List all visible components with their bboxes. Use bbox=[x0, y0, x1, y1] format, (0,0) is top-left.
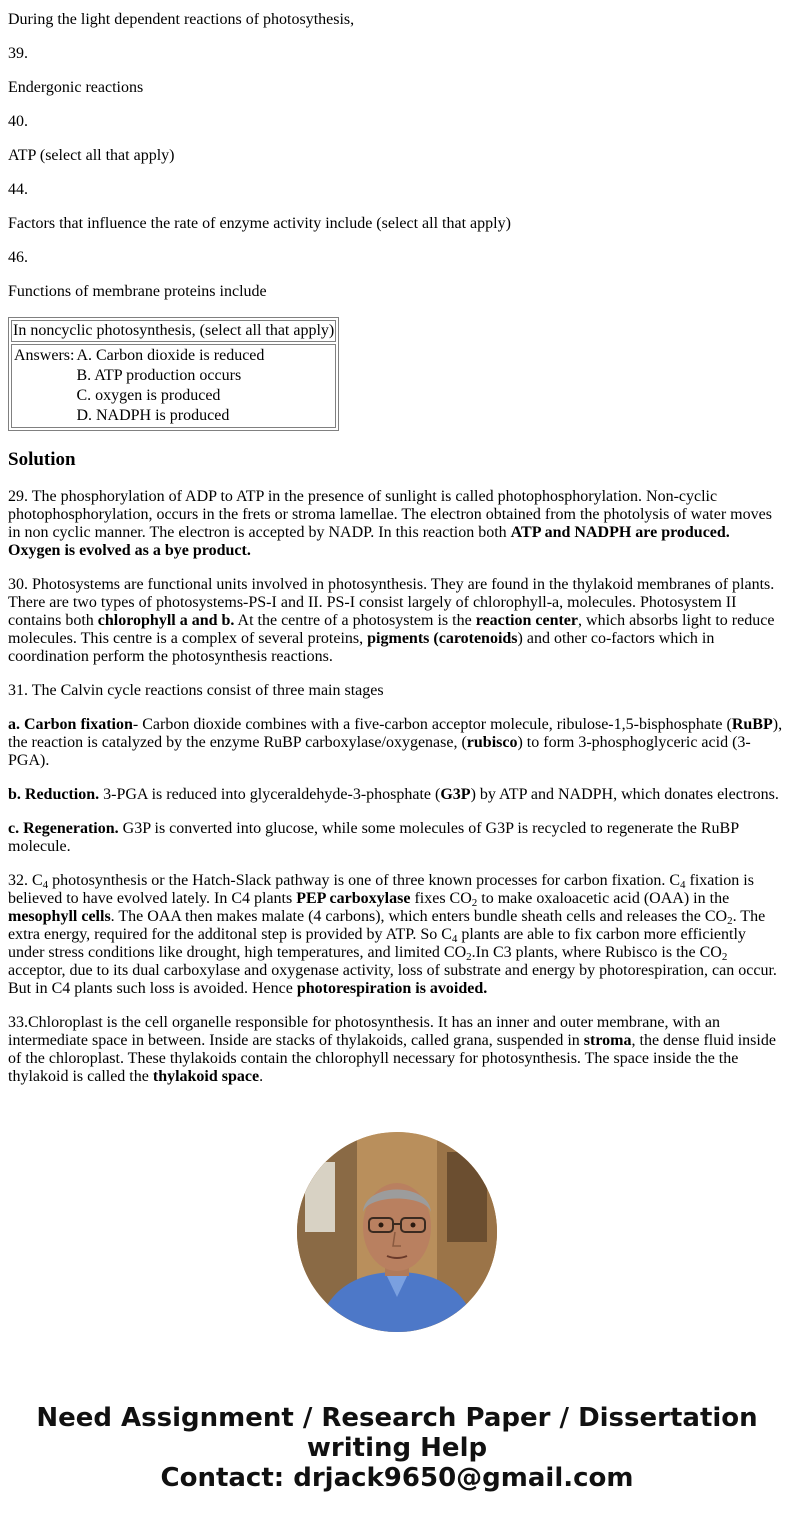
solution-30: 30. Photosystems are functional units involved in photosynthesis. They are found in the thylakoid membranes of plants. There are two types of photosystems-PS-I and II. PS-I consist largely of chlorophyll-a, molecules. Photosystem II contains both chlorophyll a and b. At the centre of a photosystem is the reaction center, which absorbs light to reduce molecules. This centre is a complex of several proteins, pigments (carotenoids) and other co-factors which in coordination perform the photosynthesis reactions. bbox=[8, 576, 775, 665]
answer-option-b: B. ATP production occurs bbox=[76, 367, 242, 384]
question-46: Functions of membrane proteins include bbox=[8, 283, 267, 300]
question-44: Factors that influence the rate of enzyme activity include (select all that apply) bbox=[8, 215, 511, 232]
question-39: Endergonic reactions bbox=[8, 79, 144, 96]
solution-31: 31. The Calvin cycle reactions consist of three main stages bbox=[8, 682, 384, 699]
question-number-44: 44. bbox=[8, 181, 28, 198]
tutor-photo bbox=[297, 1132, 497, 1332]
solution-heading: Solution bbox=[8, 449, 76, 470]
question-number-46: 46. bbox=[8, 249, 28, 266]
footer-contact: Contact: drjack9650@gmail.com bbox=[160, 1463, 634, 1493]
solution-33: 33.Chloroplast is the cell organelle responsible for photosynthesis. It has an inner and outer membrane, with an intermediate space in between. Inside are stacks of thylakoids, called grana, suspended in stroma, the dense fluid inside of the chloroplast. These thylakoids contain the chlorophyll necessary for photosynthesis. The space inside the the thylakoid is called the thylakoid space. bbox=[8, 1014, 776, 1085]
question-box-prompt: In noncyclic photosynthesis, (select all that apply) bbox=[11, 320, 336, 342]
question-40: ATP (select all that apply) bbox=[8, 147, 175, 164]
question-number-39: 39. bbox=[8, 45, 28, 62]
footer-promo bbox=[0, 1403, 794, 1493]
solution-32: 32. $C_4$ photosynthesis or the Hatch-Slack pathway is one of three known processes for carbon fixation. $C_4$ fixation is believed to have evolved lately. In C4 plants PEP carboxylase fixes $CO_2$ to make oxaloacetic acid (OAA) in the mesophyll cells. The OAA then makes malate (4 carbons), which enters bundle sheath cells and releases the $CO_2$. The extra energy, required for the additonal step is provided by ATP. So $C_4$ plants are able to fix carbon more efficiently under stress conditions like drought, high temperatures, and limited $CO_2.In$ C3 plants, where Rubisco is the $CO_2$ acceptor, due to its dual carboxylase and oxygenase activity, loss of substrate and energy by photorespiration, can occur. But in C4 plants such loss is avoided. Hence photorespiration is avoided. bbox=[8, 872, 777, 997]
question-number-40: 40. bbox=[8, 113, 28, 130]
question-box bbox=[8, 317, 339, 431]
answers-table bbox=[13, 346, 265, 426]
solution-31b: b. Reduction. 3-PGA is reduced into glyceraldehyde-3-phosphate (G3P) by ATP and NADPH, which donates electrons. bbox=[8, 786, 779, 803]
answers-label: Answers: bbox=[14, 347, 75, 364]
solution-29: 29. The phosphorylation of ADP to ATP in the presence of sunlight is called photophosphorylation. Non-cyclic photophosphorylation, occurs in the frets or stroma lamellae. The electron obtained from the photolysis of water moves in non cyclic manner. The electron is accepted by NADP. In this reaction both ATP and NADPH are produced. Oxygen is evolved as a bye product. bbox=[8, 488, 772, 559]
answer-option-d: D. NADPH is produced bbox=[76, 407, 230, 424]
answer-option-a: A. Carbon dioxide is reduced bbox=[76, 347, 265, 364]
solution-31a: a. Carbon fixation- Carbon dioxide combines with a five-carbon acceptor molecule, ribulose-1,5-bisphosphate (RuBP), the reaction is catalyzed by the enzyme RuBP carboxylase/oxygenase, (rubisco) to form 3-phosphoglyceric acid (3-PGA). bbox=[8, 716, 783, 769]
footer-line-1: Need Assignment / Research Paper / Dissertation bbox=[36, 1403, 758, 1433]
solution-31c: c. Regeneration. G3P is converted into glucose, while some molecules of G3P is recycled to regenerate the RuBP molecule. bbox=[8, 820, 739, 855]
footer-line-2: writing Help bbox=[306, 1433, 488, 1463]
answer-option-c: C. oxygen is produced bbox=[76, 387, 221, 404]
question-intro: During the light dependent reactions of photosythesis, bbox=[8, 11, 355, 28]
tutor-avatar bbox=[297, 1132, 497, 1332]
